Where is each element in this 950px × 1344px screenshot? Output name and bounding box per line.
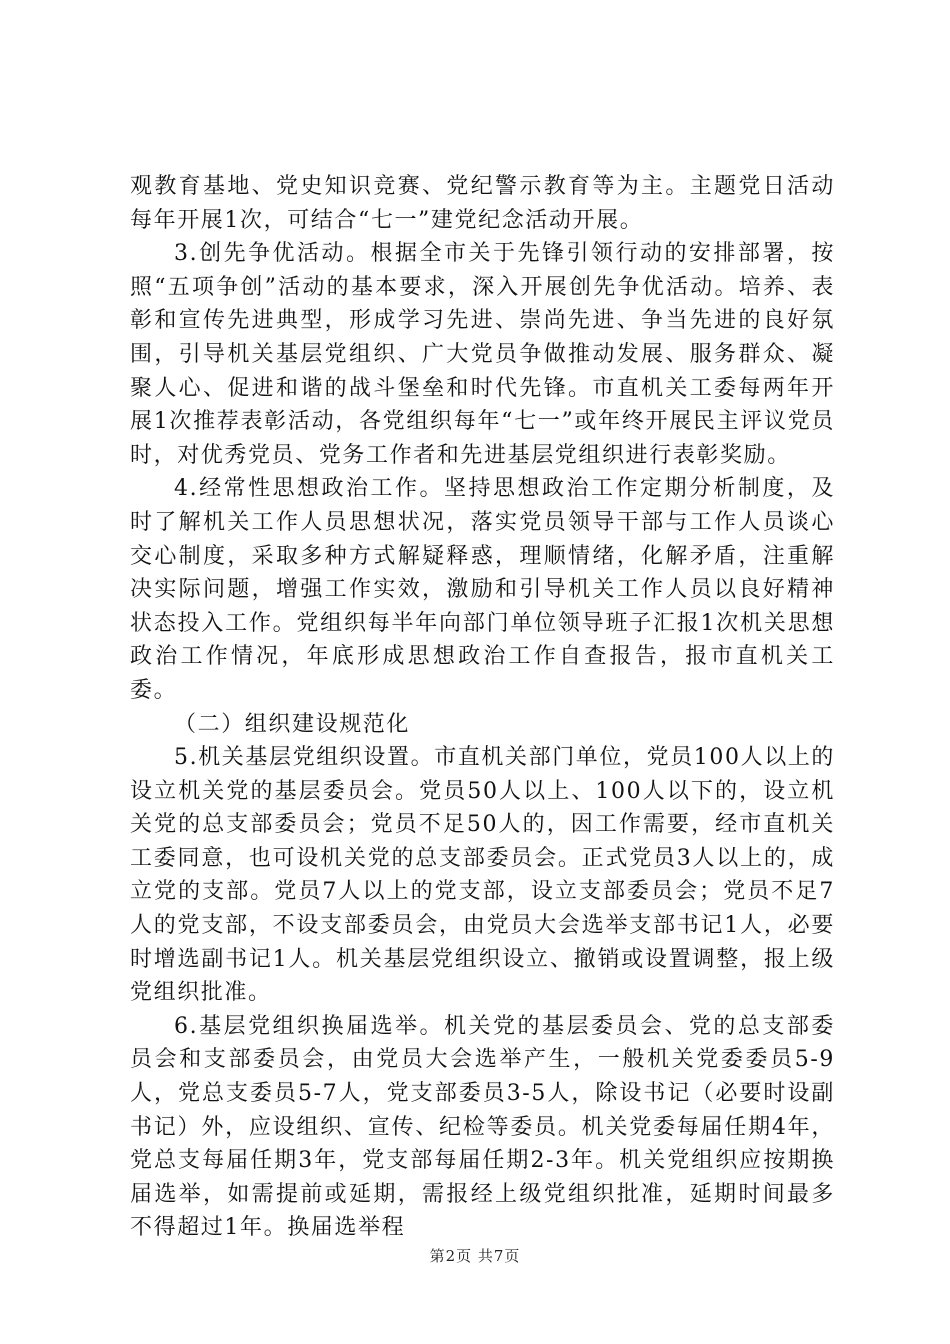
paragraph-continuation: 观教育基地、党史知识竞赛、党纪警示教育等为主。主题党日活动每年开展1次，可结合“七一”建党纪念活动开展。 — [130, 174, 835, 233]
paragraph-item-4: 4.经常性思想政治工作。坚持思想政治工作定期分析制度，及时了解机关工作人员思想状况，落实党员领导干部与工作人员谈心交心制度，采取多种方式解疑释惑，理顺情绪，化解矛盾，注重解决实际问题，增强工作实效，激励和引导机关工作人员以良好精神状态投入工作。党组织每半年向部门单位领导班子汇报1次机关思想政治工作情况，年底形成思想政治工作自查报告，报市直机关工委。 — [130, 476, 835, 703]
document-body — [130, 170, 835, 1245]
paragraph-item-6: 6.基层党组织换届选举。机关党的基层委员会、党的总支部委员会和支部委员会，由党员大会选举产生，一般机关党委委员5-9人，党总支委员5-7人，党支部委员3-5人，除设书记（必要时设副书记）外，应设组织、宣传、纪检等委员。机关党委每届任期4年，党总支每届任期3年，党支部每届任期2-3年。机关党组织应按期换届选举，如需提前或延期，需报经上级党组织批准，延期时间最多不得超过1年。换届选举程 — [130, 1013, 835, 1241]
page-number-footer: 第2页 共7页 — [429, 1247, 521, 1265]
section-heading-organization: （二）组织建设规范化 — [174, 711, 411, 737]
paragraph-item-5: 5.机关基层党组织设置。市直机关部门单位，党员100人以上的设立机关党的基层委员会。党员50人以上、100人以下的，设立机关党的总支部委员会；党员不足50人的，因工作需要，经市直机关工委同意，也可设机关党的总支部委员会。正式党员3人以上的，成立党的支部。党员7人以上的党支部，设立支部委员会；党员不足7人的党支部，不设支部委员会，由党员大会选举支部书记1人，必要时增选副书记1人。机关基层党组织设立、撤销或设置调整，报上级党组织批准。 — [130, 745, 835, 1006]
paragraph-item-3: 3.创先争优活动。根据全市关于先锋引领行动的安排部署，按照“五项争创”活动的基本要求，深入开展创先争优活动。培养、表彰和宣传先进典型，形成学习先进、崇尚先进、争当先进的良好氛围，引导机关基层党组织、广大党员争做推动发展、服务群众、凝聚人心、促进和谐的战斗堡垒和时代先锋。市直机关工委每两年开展1次推荐表彰活动，各党组织每年“七一”或年终开展民主评议党员时，对优秀党员、党务工作者和先进基层党组织进行表彰奖励。 — [130, 241, 835, 468]
